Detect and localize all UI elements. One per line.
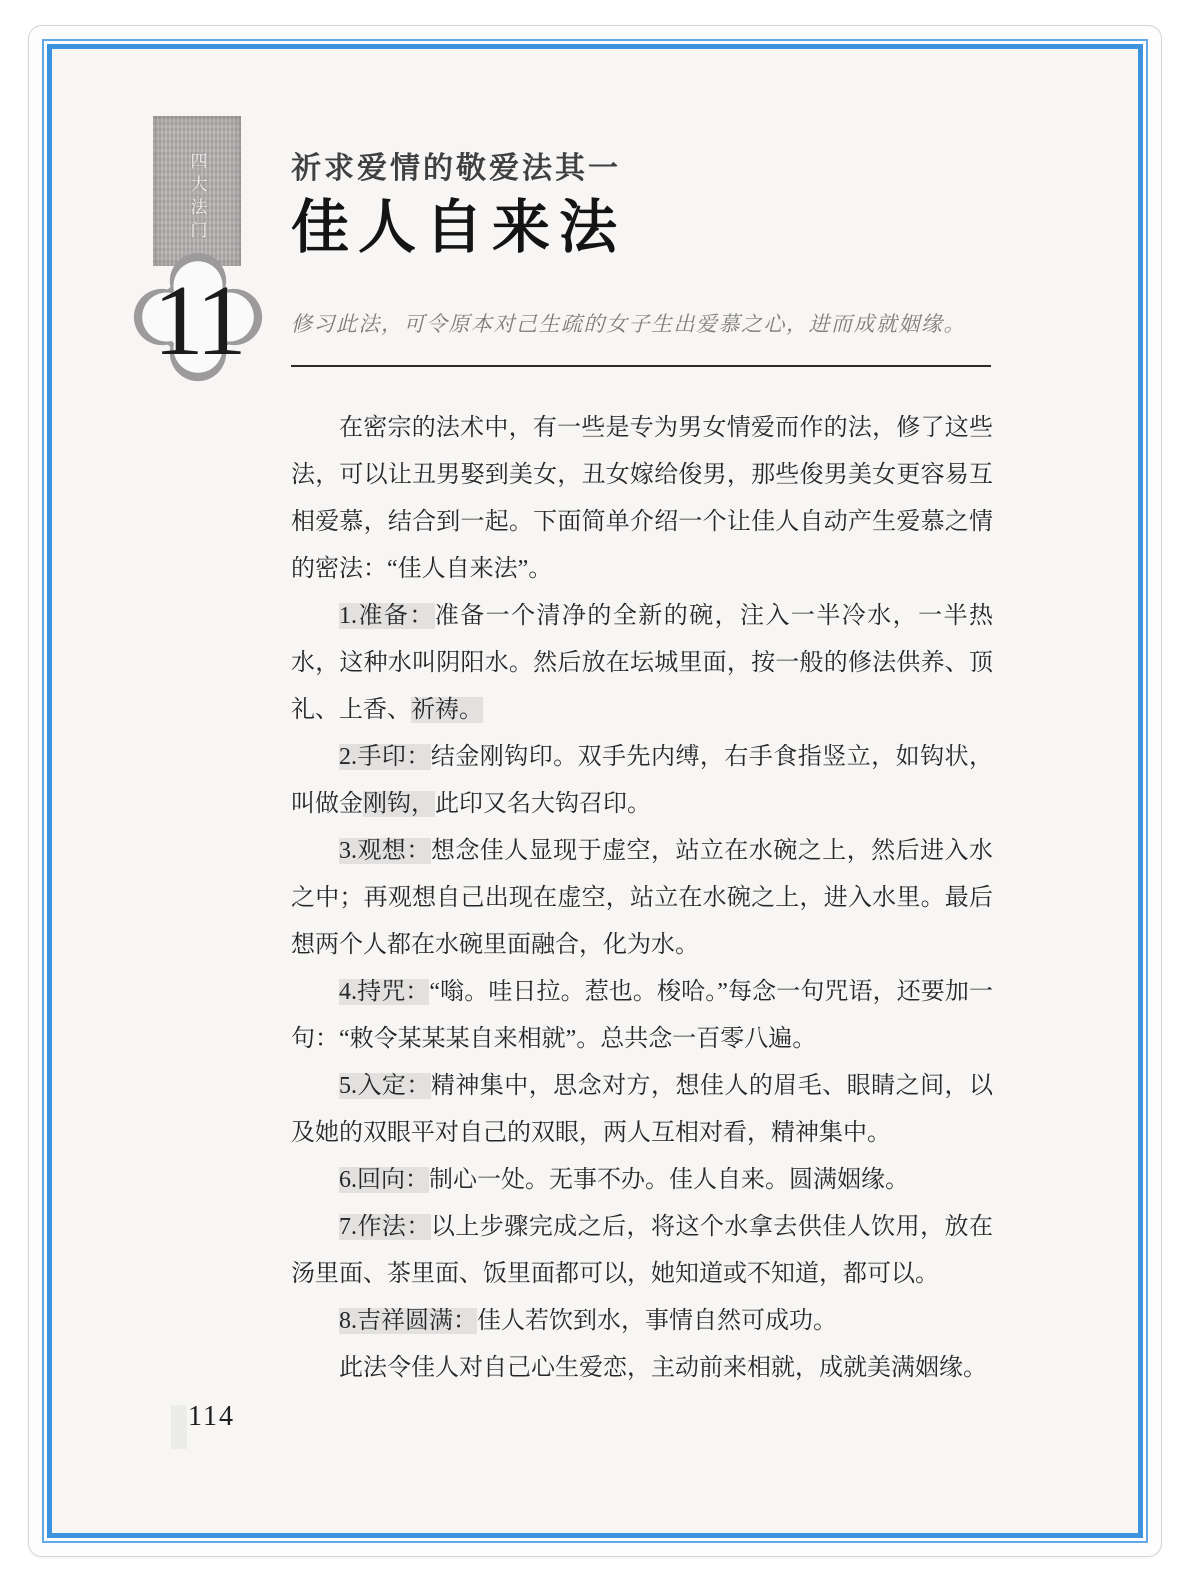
text-run: 结金刚钩印。双手先内缚，右手食指竖立，如钩状，叫做金	[291, 744, 994, 817]
highlighted-text: 6.回向：	[339, 1167, 429, 1193]
paragraph	[291, 734, 993, 828]
paragraph	[291, 1204, 993, 1298]
paragraph	[291, 593, 993, 734]
series-banner	[153, 116, 241, 266]
page-paper	[52, 49, 1138, 1533]
quatrefoil-icon	[130, 249, 266, 385]
text-run: 此法令佳人对自己心生爱恋，主动前来相就，成就美满姻缘。	[339, 1355, 987, 1381]
inner-blue-frame	[47, 44, 1143, 1538]
highlighted-text: 4.持咒：	[339, 979, 430, 1005]
text-run: 佳人若饮到水，事情自然可成功。	[477, 1308, 837, 1334]
paragraph	[291, 1345, 993, 1392]
text-run: 想念佳人显现于虚空，站立在水碗之上，然后进入水之中；再观想自己出现在虚空，站立在水碗之上，进入水里。最后想两个人都在水碗里面融合，化为水。	[291, 838, 994, 958]
chapter-number: 11	[153, 263, 243, 376]
highlighted-text: 1.准备：	[339, 603, 435, 629]
text-run: 以上步骤完成之后，将这个水拿去供佳人饮用，放在汤里面、茶里面、饭里面都可以，她知道或不知道，都可以。	[291, 1214, 994, 1287]
highlighted-text: 7.作法：	[339, 1214, 431, 1240]
highlighted-text: 祈祷。	[411, 697, 483, 723]
chapter-title: 佳人自来法	[291, 195, 627, 260]
chapter-header	[291, 149, 1051, 367]
highlighted-text: 刚钩，	[363, 791, 435, 817]
text-run: 此印又名大钩召印。	[435, 791, 651, 817]
page-number: 114	[188, 1401, 235, 1432]
paragraph	[291, 1157, 993, 1204]
header-divider	[291, 365, 991, 367]
paragraph	[291, 1298, 993, 1345]
chapter-number-badge	[130, 249, 266, 385]
chapter-subtitle: 祈求爱情的敬爱法其一	[291, 152, 621, 185]
paragraph	[291, 1063, 993, 1157]
page-card	[28, 25, 1162, 1557]
paragraph	[291, 969, 993, 1063]
highlighted-text: 8.吉祥圆满：	[339, 1308, 477, 1334]
paragraph	[291, 405, 993, 593]
paragraph	[291, 828, 993, 969]
highlighted-text: 5.入定：	[339, 1073, 431, 1099]
text-run: 在密宗的法术中，有一些是专为男女情爱而作的法，修了这些法，可以让丑男娶到美女，丑女嫁给俊男，那些俊男美女更容易互相爱慕，结合到一起。下面简单介绍一个让佳人自动产生爱慕之情的密法：“佳人自来法”。	[291, 415, 993, 582]
outer-blue-frame	[42, 39, 1148, 1543]
highlighted-text: 2.手印：	[339, 744, 431, 770]
scan-artifact	[171, 1405, 187, 1449]
series-banner-label: 四大法门	[187, 152, 207, 244]
highlighted-text: 3.观想：	[339, 838, 431, 864]
text-run: 制心一处。无事不办。佳人自来。圆满姻缘。	[429, 1167, 909, 1193]
text-run: “嗡。哇日拉。惹也。梭哈。”每念一句咒语，还要加一句：“敕令某某某自来相就”。总共念一百零八遍。	[291, 979, 993, 1052]
article-body	[291, 405, 993, 1392]
text-run: 精神集中，思念对方，想佳人的眉毛、眼睛之间，以及她的双眼平对自己的双眼，两人互相对看，精神集中。	[291, 1073, 994, 1146]
chapter-description: 修习此法，可令原本对己生疏的女子生出爱慕之心，进而成就姻缘。	[291, 312, 966, 336]
text-run: 准备一个清净的全新的碗，注入一半冷水，一半热水，这种水叫阴阳水。然后放在坛城里面，按一般的修法供养、顶礼、上香、	[291, 603, 994, 723]
